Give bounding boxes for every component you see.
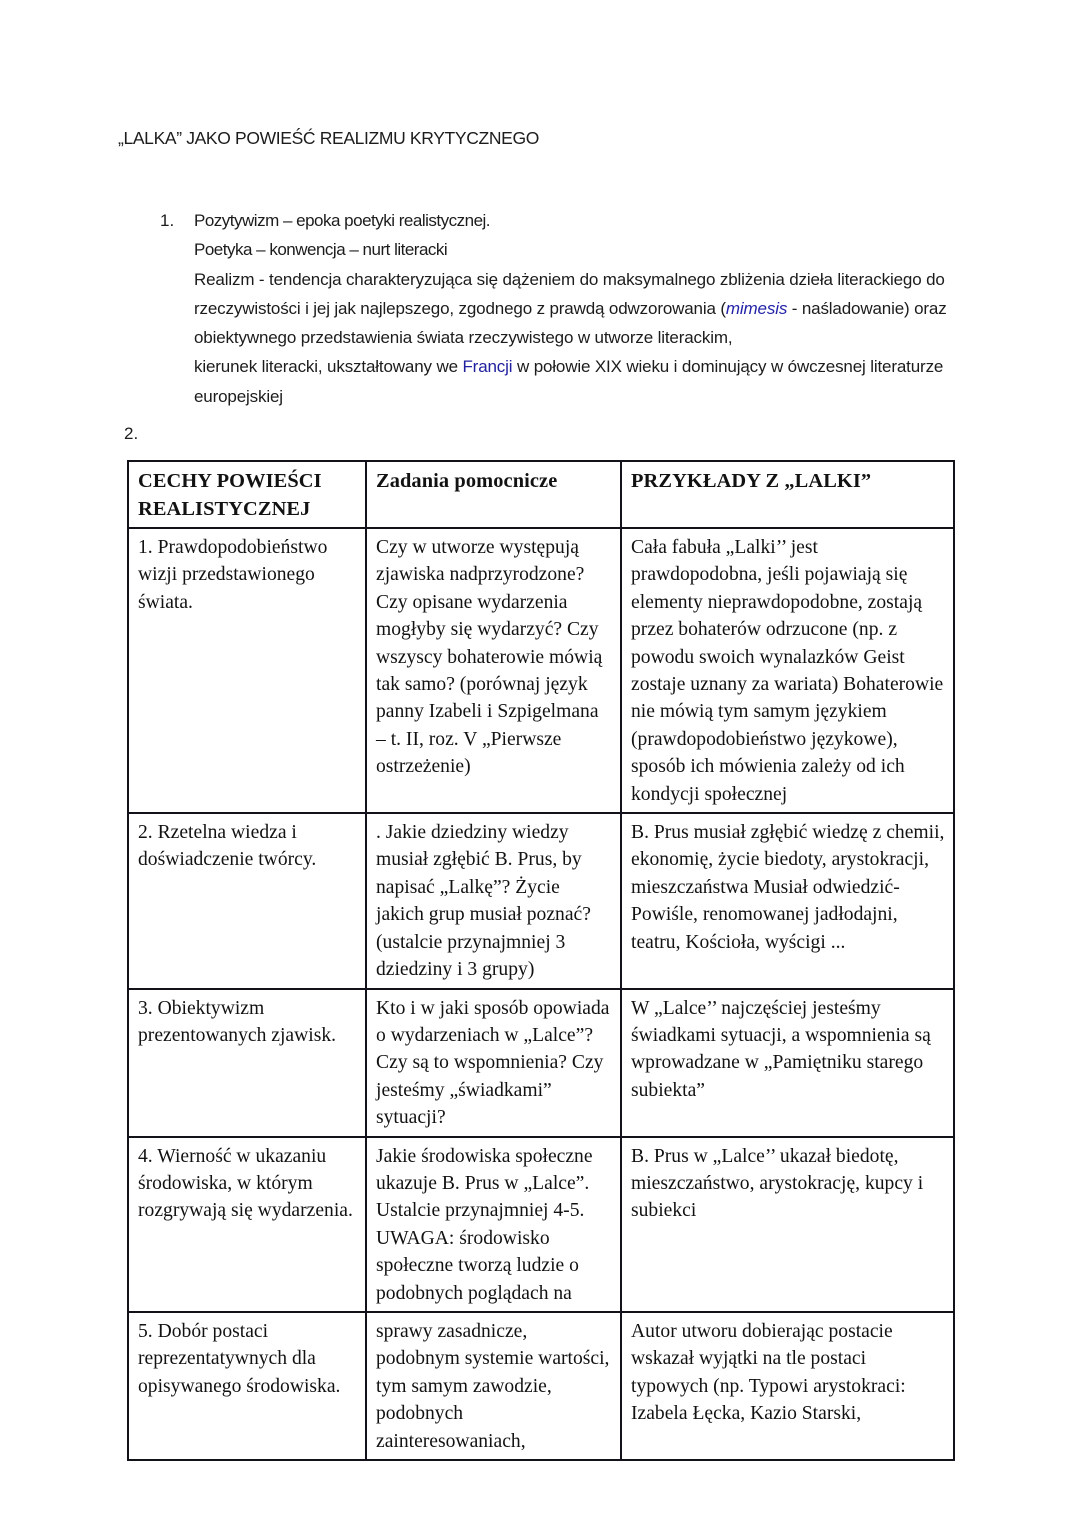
outline-item-1 (160, 206, 950, 411)
column-header-features (128, 461, 366, 528)
cell-task-2: . Jakie dziedziny wiedzy musiał zgłębić B. Prus, by napisać „Lalkę”? Życie jakich grup musiał poznać? (ustalcie przynajmniej 3 dziedziny i 3 grupy) (366, 813, 621, 988)
cell-task-4: Jakie środowiska społeczne ukazuje B. Prus w „Lalce”. Ustalcie przynajmniej 4-5. UWAGA: środowisko społeczne tworzą ludzie o podobnych poglądach na (366, 1137, 621, 1312)
origin-tail: w połowie XIX wieku i dominujący w ówczesnej literaturze europejskiej (194, 357, 944, 406)
column-header-examples: PRZYKŁADY Z „LALKI” (621, 461, 954, 528)
cell-example-1: Cała fabuła „Lalki’’ jest prawdopodobna, jeśli pojawiają się elementy nieprawdopodobne, zostają przez bohaterów odrzucone (np. z powodu swoich wynalazków Geist zostaje uznany za wariata) Bohaterowie nie mówią tym samym językiem (prawdopodobieństwo językowe), sposób ich mówienia zależy od ich kondycji społecznej (621, 528, 954, 813)
features-table (127, 460, 955, 1461)
realism-definition (194, 270, 947, 348)
cell-task-1: Czy w utworze występują zjawiska nadprzyrodzone? Czy opisane wydarzenia mogłyby się wydarzyć? Czy wszyscy bohaterowie mówią tak samo? (porównaj język panny Izabeli i Szpigelmana – t. II, roz. V „Pierwsze ostrzeżenie) (366, 528, 621, 813)
table-row (128, 528, 954, 813)
origin-lead: kierunek literacki, ukształtowany we (194, 357, 463, 377)
list-marker: 1. (160, 211, 175, 230)
definition-mid: - naśladowanie) oraz obiektywnego przedstawienia świata rzeczywistego w utworze literackim, (194, 298, 947, 348)
outline-line-1: Pozytywizm – epoka poetyki realistycznej. (194, 211, 491, 230)
cell-task-3: Kto i w jaki sposób opowiada o wydarzeniach w „Lalce”? Czy są to wspomnienia? Czy jesteśmy „świadkami” sytuacji? (366, 989, 621, 1137)
column-header-tasks: Zadania pomocnicze (366, 461, 621, 528)
cell-feature-2: 2. Rzetelna wiedza i doświadczenie twórcy. (128, 813, 366, 988)
definition-italic-term: mimesis (725, 298, 788, 318)
table-row (128, 813, 954, 988)
table-row (128, 989, 954, 1137)
page-title: „LALKA” JAKO POWIEŚĆ REALIZMU KRYTYCZNEGO (118, 128, 539, 148)
realism-origin (194, 357, 943, 405)
cell-example-5: Autor utworu dobierając postacie wskazał wyjątki na tle postaci typowych (np. Typowi arystokraci: Izabela Łęcka, Kazio Starski, (621, 1312, 954, 1460)
definition-lead: Realizm - tendencja charakteryzująca się dążeniem do maksymalnego zbliżenia dzieła literackiego do rzeczywistości i jej jak najlepszego, zgodnego z prawdą odwzorowania ( (194, 269, 945, 318)
table-row (128, 1137, 954, 1312)
cell-task-5: sprawy zasadnicze, podobnym systemie wartości, tym samym zawodzie, podobnych zainteresowaniach, (366, 1312, 621, 1460)
cell-feature-3: 3. Obiektywizm prezentowanych zjawisk. (128, 989, 366, 1137)
outline-list (160, 206, 950, 411)
outline-line-2: Poetyka – konwencja – nurt literacki (194, 240, 448, 260)
features-table-wrap (127, 460, 953, 1461)
column-header-features-line1: CECHY POWIEŚCI (138, 470, 322, 492)
column-header-features-line2: REALISTYCZNEJ (138, 498, 311, 520)
cell-example-4: B. Prus w „Lalce’’ ukazał biedotę, mieszczaństwo, arystokrację, kupcy i subiekci (621, 1137, 954, 1312)
table-row (128, 1312, 954, 1460)
section-number-2: 2. (124, 424, 139, 443)
cell-example-2: B. Prus musiał zgłębić wiedzę z chemii, ekonomię, życie biedoty, arystokracji, mieszczaństwa Musiał odwiedzić- Powiśle, renomowanej jadłodajni, teatru, Kościoła, wyścigi ... (621, 813, 954, 988)
cell-feature-5: 5. Dobór postaci reprezentatywnych dla opisywanego środowiska. (128, 1312, 366, 1460)
cell-feature-4: 4. Wierność w ukazaniu środowiska, w którym rozgrywają się wydarzenia. (128, 1137, 366, 1312)
cell-feature-1: 1. Prawdopodobieństwo wizji przedstawionego świata. (128, 528, 366, 813)
cell-example-3: W „Lalce’’ najczęściej jesteśmy świadkami sytuacji, a wspomnienia są wprowadzane w „Pamiętniku starego subiekta” (621, 989, 954, 1137)
france-link[interactable]: Francji (462, 357, 513, 377)
table-header-row (128, 461, 954, 528)
